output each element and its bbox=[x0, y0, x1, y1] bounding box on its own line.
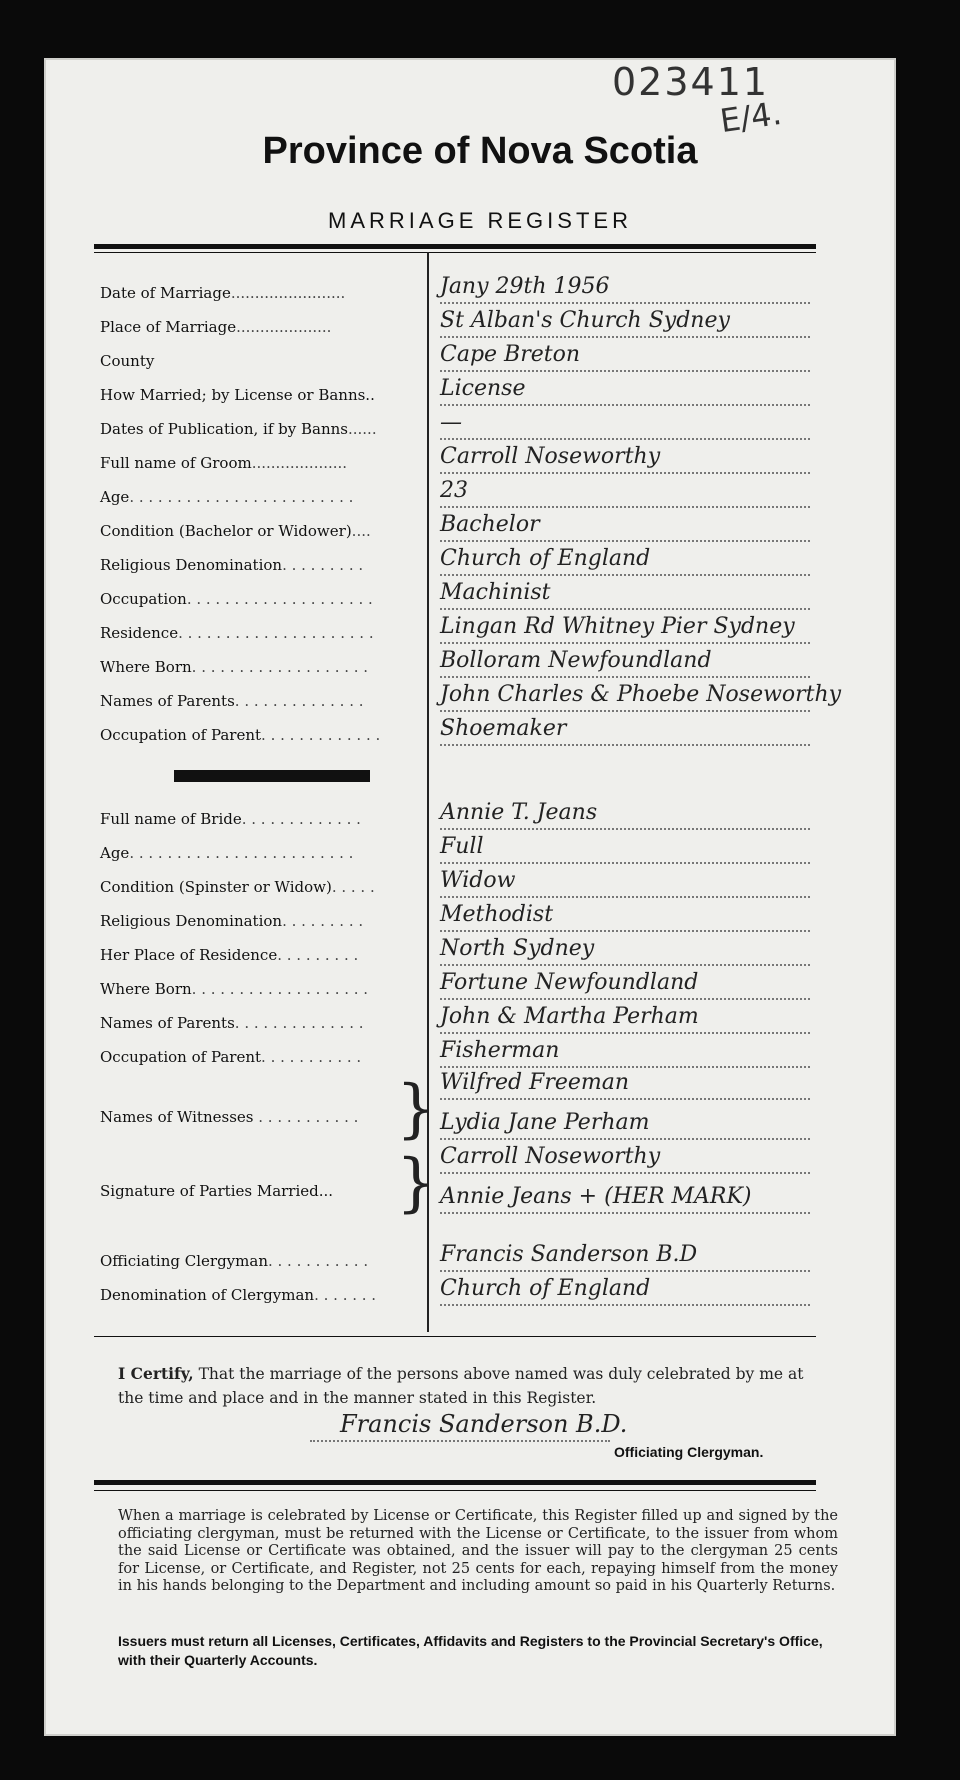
groom_fields-dots: .................... bbox=[236, 318, 332, 336]
groom_fields-label-row bbox=[100, 658, 430, 684]
groom_fields-line bbox=[440, 540, 810, 542]
bride_fields-value: Fortune Newfoundland bbox=[440, 970, 699, 995]
groom_fields-label: Residence bbox=[100, 624, 179, 642]
groom_fields-value: Church of England bbox=[440, 546, 651, 571]
groom_fields-label-row bbox=[100, 624, 430, 650]
bride_fields-label-row bbox=[100, 878, 430, 904]
register-code: E/4. bbox=[717, 93, 784, 141]
groom_fields-dots: ...... bbox=[347, 420, 377, 438]
bride_fields-dots: . . . . . . . . . bbox=[282, 912, 364, 930]
groom_fields-dots: . . . . . . . . . . . . . . bbox=[234, 692, 364, 710]
bride_fields-label: Occupation of Parent bbox=[100, 1048, 262, 1066]
footer-rule bbox=[94, 1480, 816, 1485]
certify-body: That the marriage of the persons above named was duly celebrated by me at the time and place and in the manner stated in this Register. bbox=[118, 1365, 804, 1407]
bride_fields-label-row bbox=[100, 1014, 430, 1040]
clergy-value: Church of England bbox=[440, 1276, 651, 1301]
officiant-signature-line bbox=[310, 1440, 610, 1442]
witnesses-dots: . . . . . . . . . . . bbox=[258, 1108, 359, 1126]
bride_fields-line bbox=[440, 862, 810, 864]
bride_fields-label-row bbox=[100, 810, 430, 836]
clergy-label: Officiating Clergyman bbox=[100, 1252, 268, 1270]
groom_fields-dots: ........................ bbox=[230, 284, 346, 302]
groom_fields-label: Dates of Publication, if by Banns bbox=[100, 420, 348, 438]
groom_fields-line bbox=[440, 336, 810, 338]
clergy-dots: . . . . . . . bbox=[314, 1286, 377, 1304]
groom_fields-label: Names of Parents bbox=[100, 692, 235, 710]
groom_fields-value: Carroll Noseworthy bbox=[440, 444, 661, 469]
groom_fields-value: Cape Breton bbox=[440, 342, 581, 367]
bride_fields-dots: . . . . . . . . . . . bbox=[261, 1048, 362, 1066]
groom_fields-label-row bbox=[100, 692, 430, 718]
groom_fields-label-row bbox=[100, 318, 430, 344]
bride_fields-line bbox=[440, 828, 810, 830]
bride_fields-label: Full name of Bride bbox=[100, 810, 242, 828]
groom_fields-value: St Alban's Church Sydney bbox=[440, 308, 730, 333]
bride_fields-line bbox=[440, 1066, 810, 1068]
groom_fields-dots: . . . . . . . . . . . . . bbox=[261, 726, 381, 744]
groom_fields-label: Place of Marriage bbox=[100, 318, 237, 336]
groom_fields-label-row bbox=[100, 386, 430, 412]
groom_fields-line bbox=[440, 472, 810, 474]
clergy-line bbox=[440, 1304, 810, 1306]
bride_fields-dots: . . . . . . . . . . . . . . . . . . . bbox=[191, 980, 369, 998]
bride_fields-value: North Sydney bbox=[440, 936, 595, 961]
signature-bride-line bbox=[440, 1212, 810, 1214]
groom_fields-label-row bbox=[100, 590, 430, 616]
groom_fields-label-row bbox=[100, 488, 430, 514]
groom_fields-dots: . . . . . . . . . . . . . . . . . . . bbox=[191, 658, 369, 676]
signatures-label-row bbox=[100, 1182, 430, 1208]
groom_fields-line bbox=[440, 608, 810, 610]
officiant-signature: Francis Sanderson B.D. bbox=[340, 1410, 628, 1438]
bride_fields-dots: . . . . . . . . . bbox=[277, 946, 359, 964]
bride_fields-line bbox=[440, 998, 810, 1000]
bride_fields-value: Fisherman bbox=[440, 1038, 560, 1063]
groom_fields-value: Bachelor bbox=[440, 512, 540, 537]
bride_fields-dots: . . . . . . . . . . . . . . bbox=[234, 1014, 364, 1032]
groom_fields-label: Occupation bbox=[100, 590, 187, 608]
header-rule-thin bbox=[94, 252, 816, 253]
groom_fields-dots: .................... bbox=[251, 454, 348, 472]
groom_fields-value: Jany 29th 1956 bbox=[440, 274, 610, 299]
bride_fields-label: Where Born bbox=[100, 980, 192, 998]
bride_fields-label-row bbox=[100, 980, 430, 1006]
groom_fields-label: Age bbox=[100, 488, 130, 506]
groom_fields-dots: .... bbox=[351, 522, 371, 540]
clergy-label-row bbox=[100, 1252, 430, 1278]
certify-lead: I Certify, bbox=[118, 1364, 194, 1383]
bride_fields-dots: . . . . . . . . . . . . . . . . . . . . . . . . bbox=[129, 844, 354, 862]
witness-2-line bbox=[440, 1138, 810, 1140]
bride_fields-label: Names of Parents bbox=[100, 1014, 235, 1032]
register-number: 023411 bbox=[612, 60, 770, 104]
bride_fields-label-row bbox=[100, 1048, 430, 1074]
groom_fields-value: Bolloram Newfoundland bbox=[440, 648, 712, 673]
bride_fields-label: Age bbox=[100, 844, 130, 862]
groom_fields-line bbox=[440, 506, 810, 508]
groom_fields-label-row bbox=[100, 454, 430, 480]
groom_fields-value: — bbox=[440, 410, 462, 435]
groom_fields-value: Machinist bbox=[440, 580, 551, 605]
groom_fields-line bbox=[440, 744, 810, 746]
bride_fields-line bbox=[440, 930, 810, 932]
groom_fields-label: Date of Marriage bbox=[100, 284, 231, 302]
groom_fields-dots: . . . . . . . . . . . . . . . . . . . . bbox=[186, 590, 373, 608]
certification-text bbox=[118, 1362, 818, 1410]
section-divider-bar bbox=[174, 770, 370, 782]
signature-groom: Carroll Noseworthy bbox=[440, 1144, 661, 1169]
groom_fields-label: Condition (Bachelor or Widower) bbox=[100, 522, 352, 540]
bride_fields-value: Widow bbox=[440, 868, 516, 893]
signature-bride: Annie Jeans + (HER MARK) bbox=[440, 1184, 752, 1209]
witness-1-line bbox=[440, 1098, 810, 1100]
witnesses-label: Names of Witnesses bbox=[100, 1108, 254, 1126]
witnesses-brace: } bbox=[396, 1072, 437, 1146]
signatures-brace: } bbox=[396, 1146, 437, 1220]
bride_fields-dots: . . . . . . . . . . . . . bbox=[241, 810, 361, 828]
groom_fields-line bbox=[440, 676, 810, 678]
groom_fields-line bbox=[440, 642, 810, 644]
groom_fields-line bbox=[440, 404, 810, 406]
clergy-dots: . . . . . . . . . . . bbox=[267, 1252, 369, 1270]
groom_fields-label-row bbox=[100, 284, 430, 310]
footer-rule-thin bbox=[94, 1490, 816, 1491]
page-title: Province of Nova Scotia bbox=[262, 130, 698, 172]
groom_fields-value: John Charles & Phoebe Noseworthy bbox=[440, 682, 842, 707]
bride_fields-label: Her Place of Residence bbox=[100, 946, 278, 964]
groom_fields-label-row bbox=[100, 420, 430, 446]
groom_fields-line bbox=[440, 302, 810, 304]
bride_fields-label-row bbox=[100, 912, 430, 938]
bride_fields-label-row bbox=[100, 946, 430, 972]
groom_fields-dots: . . . . . . . . . . . . . . . . . . . . . bbox=[178, 624, 374, 642]
bride_fields-line bbox=[440, 1032, 810, 1034]
groom_fields-value: Shoemaker bbox=[440, 716, 567, 741]
clergy-line bbox=[440, 1270, 810, 1272]
bride_fields-line bbox=[440, 896, 810, 898]
groom_fields-line bbox=[440, 370, 810, 372]
groom_fields-label: Occupation of Parent bbox=[100, 726, 262, 744]
groom_fields-value: License bbox=[440, 376, 526, 401]
groom_fields-label-row bbox=[100, 522, 430, 548]
groom_fields-value: Lingan Rd Whitney Pier Sydney bbox=[440, 614, 795, 639]
bride_fields-label-row bbox=[100, 844, 430, 870]
witnesses-label-row bbox=[100, 1108, 430, 1134]
bride_fields-label: Religious Denomination bbox=[100, 912, 283, 930]
witness-2: Lydia Jane Perham bbox=[440, 1110, 650, 1135]
bride_fields-value: Annie T. Jeans bbox=[440, 800, 598, 825]
groom_fields-label: County bbox=[100, 352, 155, 370]
bride_fields-value: Methodist bbox=[440, 902, 554, 927]
signatures-label: Signature of Parties Married... bbox=[100, 1182, 334, 1200]
bride_fields-value: Full bbox=[440, 834, 484, 859]
groom_fields-value: 23 bbox=[440, 478, 468, 503]
page-subtitle: MARRIAGE REGISTER bbox=[328, 208, 632, 233]
groom_fields-line bbox=[440, 574, 810, 576]
groom_fields-line bbox=[440, 710, 810, 712]
header-rule bbox=[94, 244, 816, 249]
groom_fields-label-row bbox=[100, 726, 430, 752]
bride_fields-dots: . . . . . bbox=[331, 878, 375, 896]
officiant-signature-label: Officiating Clergyman. bbox=[614, 1444, 764, 1460]
bride_fields-line bbox=[440, 964, 810, 966]
bride_fields-label: Condition (Spinster or Widow) bbox=[100, 878, 332, 896]
groom_fields-dots: . . . . . . . . . bbox=[282, 556, 364, 574]
groom_fields-label: Where Born bbox=[100, 658, 192, 676]
clergy-rule bbox=[94, 1336, 816, 1337]
groom_fields-label-row bbox=[100, 556, 430, 582]
issuers-notice: Issuers must return all Licenses, Certificates, Affidavits and Registers to the Provincial Secretary's Office, with their Quarterly Accounts. bbox=[118, 1633, 823, 1668]
groom_fields-line bbox=[440, 438, 810, 440]
bride_fields-value: John & Martha Perham bbox=[440, 1004, 699, 1029]
witness-1: Wilfred Freeman bbox=[440, 1070, 630, 1095]
signature-groom-line bbox=[440, 1172, 810, 1174]
clergy-value: Francis Sanderson B.D bbox=[440, 1242, 698, 1267]
clergy-label-row bbox=[100, 1286, 430, 1312]
groom_fields-dots: . . . . . . . . . . . . . . . . . . . . . . . . bbox=[129, 488, 354, 506]
clergy-label: Denomination of Clergyman bbox=[100, 1286, 315, 1304]
return-notice: When a marriage is celebrated by License or Certificate, this Register filled up and signed by the officiating clergyman, must be returned with the License or Certificate, to the issuer from whom the said License or Certificate was obtained, and the issuer will pay to the clergyman 25 cents for License, or Certificate, and Register, not 25 cents for each, repaying himself from the money in his hands belonging to the Department and including amount so paid in his Quarterly Returns. bbox=[118, 1508, 838, 1594]
groom_fields-label: Religious Denomination bbox=[100, 556, 283, 574]
groom_fields-label-row bbox=[100, 352, 430, 378]
groom_fields-label: How Married; by License or Banns.. bbox=[100, 386, 375, 404]
groom_fields-label: Full name of Groom bbox=[100, 454, 252, 472]
